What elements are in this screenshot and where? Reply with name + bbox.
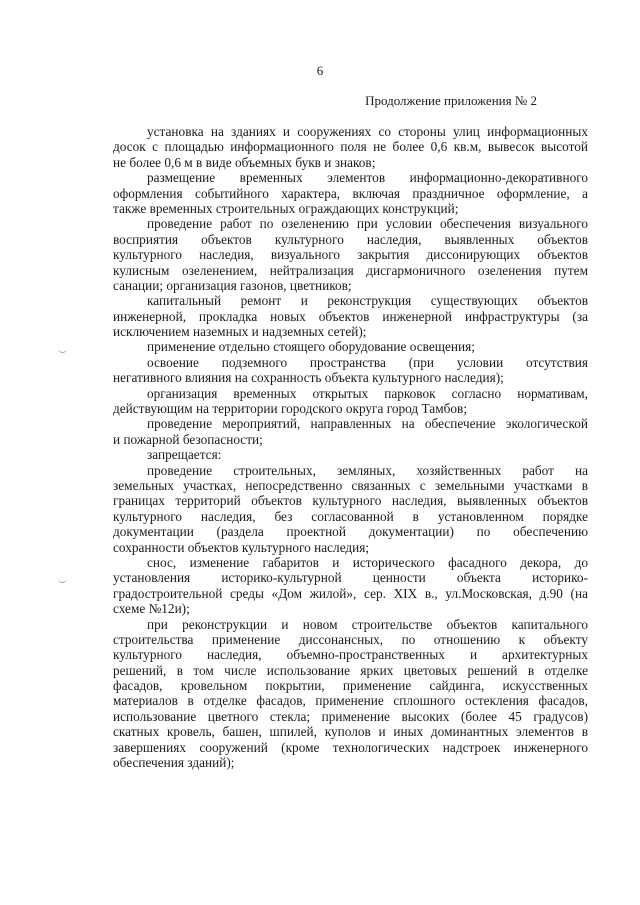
paragraph-line: исключением наземных и надземных сетей); (113, 324, 367, 340)
paragraph-line: восприятия объектов культурного наследия, выявленных объектов (113, 231, 588, 247)
paragraph-line: инженерной, прокладка новых объектов инженерной инфраструктуры (за (113, 308, 588, 324)
paragraph-line: проведение мероприятий, направленных на обеспечение экологической (147, 416, 588, 432)
page-number: 6 (316, 63, 324, 78)
paragraph-line: применение отдельно стоящего оборудование освещения; (147, 339, 475, 355)
document-body (113, 124, 588, 770)
paragraph-line: границах территорий объектов культурного наследия, выявленных объектов (113, 493, 588, 509)
paragraph-line: градостроительной среды «Дом жилой», сер. XIX в., ул.Московская, д.90 (на (113, 585, 588, 601)
paragraph (113, 293, 588, 339)
paragraph (113, 355, 588, 386)
paragraph-line: скатных кровель, башен, шпилей, куполов и иных доминантных элементов в (113, 724, 588, 740)
paragraph-line: документации (раздела проектной документации) по обеспечению (113, 524, 588, 540)
paragraph-line: обеспечения зданий); (113, 755, 235, 771)
paragraph-line: культурного наследия, визуального закрытия диссонирующих объектов (113, 247, 588, 263)
paragraph-line: санации; организация газонов, цветников; (113, 277, 352, 293)
paragraph (113, 170, 588, 216)
paragraph-line: сохранности объектов культурного наследия; (113, 539, 370, 555)
paragraph-line: досок с площадью информационного поля не более 0,6 кв.м, вывесок высотой (113, 139, 588, 155)
paragraph-line: запрещается: (147, 447, 222, 463)
paragraph-line: и пожарной безопасности; (113, 431, 263, 447)
paragraph-line: установка на зданиях и сооружениях со стороны улиц информационных (147, 124, 588, 139)
paragraph-line: культурного наследия, объемно-пространственных и архитектурных (113, 647, 588, 663)
paragraph-line: схеме №12и); (113, 601, 190, 617)
paragraph-line: не более 0,6 м в виде объемных букв и знаков; (113, 154, 376, 170)
paragraph-line: освоение подземного пространства (при условии отсутствия (147, 354, 588, 370)
paragraph-line: использование цветного стекла; применение высоких (более 45 градусов) (113, 708, 588, 724)
paragraph-line: культурного наследия, без согласованной в установленном порядке (113, 508, 588, 524)
paragraph-line: фасадов, кровельном покрытии, применение сайдинга, искусственных (113, 678, 588, 694)
paragraph-line: решений, в том числе использование ярких цветовых решений в отделке (113, 662, 588, 678)
appendix-continuation-note: Продолжение приложения № 2 (365, 93, 537, 108)
paragraph-line: негативного влияния на сохранность объекта культурного наследия); (113, 370, 504, 386)
paragraph-line: установления историко-культурной ценности объекта историко- (113, 570, 588, 586)
paragraph-line: капитальный ремонт и реконструкция существующих объектов (147, 293, 588, 309)
paragraph-line: действующим на территории городского округа город Тамбов; (113, 401, 468, 417)
paragraph-line: также временных строительных ограждающих конструкций; (113, 200, 459, 216)
paragraph-line: проведение строительных, земляных, хозяйственных работ на (147, 462, 588, 478)
binding-hole-mark-icon (58, 348, 67, 353)
paragraph (113, 124, 588, 170)
paragraph (113, 447, 588, 462)
paragraph-line: организация временных открытых парковок согласно нормативам, (147, 385, 588, 401)
paragraph (113, 463, 588, 555)
paragraph-line: завершениях сооружений (кроме технологических надстроек инженерного (113, 739, 588, 755)
paragraph (113, 386, 588, 417)
paragraph-line: земельных участках, непосредственно связанных с земельными участками в (113, 477, 588, 493)
paragraph (113, 216, 588, 293)
paragraph-line: материалов в отделке фасадов, применение сплошного остекления фасадов, (113, 693, 588, 709)
paragraph (113, 617, 588, 771)
paragraph-line: размещение временных элементов информационно-декоративного (147, 170, 588, 186)
paragraph-line: снос, изменение габаритов и исторического фасадного декора, до (147, 554, 588, 570)
paragraph (113, 555, 588, 617)
paragraph-line: кулисным озеленением, нейтрализация дисгармоничного озеленения путем (113, 262, 588, 278)
paragraph (113, 339, 588, 354)
paragraph (113, 416, 588, 447)
binding-hole-mark-icon (58, 578, 67, 583)
paragraph-line: оформления событийного характера, включая праздничное оформление, а (113, 185, 588, 201)
paragraph-line: при реконструкции и новом строительстве объектов капитального (147, 616, 588, 632)
paragraph-line: проведение работ по озеленению при условии обеспечения визуального (147, 216, 588, 232)
paragraph-line: строительства применение диссонансных, по отношению к объекту (113, 631, 588, 647)
